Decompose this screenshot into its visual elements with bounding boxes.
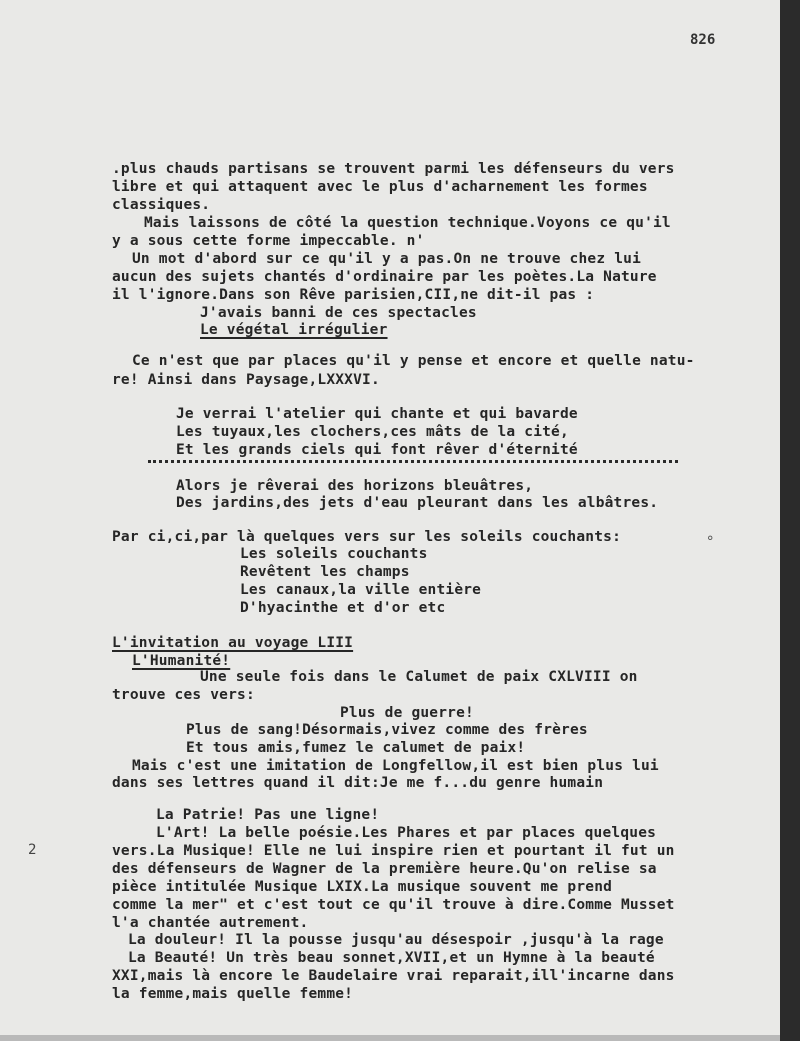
text-line: La Beauté! Un très beau sonnet,XVII,et un Hymne à la beauté — [128, 950, 655, 966]
ellipsis-divider — [148, 460, 678, 463]
text-line: trouve ces vers: — [112, 687, 255, 703]
verse-line: Revêtent les champs — [240, 564, 410, 580]
text-line: re! Ainsi dans Paysage,LXXXVI. — [112, 372, 380, 388]
text-line: libre et qui attaquent avec le plus d'acharnement les formes — [112, 179, 648, 195]
text-line: Mais c'est une imitation de Longfellow,il est bien plus lui — [132, 758, 659, 774]
verse-line: Et tous amis,fumez le calumet de paix! — [186, 740, 526, 756]
text-line: dans ses lettres quand il dit:Je me f...du genre humain — [112, 775, 604, 791]
verse-line: Les canaux,la ville entière — [240, 582, 482, 598]
text-line: pièce intitulée Musique LXIX.La musique souvent me prend — [112, 879, 613, 895]
text-line: Par ci,ci,par là quelques vers sur les soleils couchants: — [112, 529, 621, 545]
verse-line: Je verrai l'atelier qui chante et qui bavarde — [176, 406, 578, 422]
verse-line: Alors je rêverai des horizons bleuâtres, — [176, 478, 534, 494]
verse-line: Les tuyaux,les clochers,ces mâts de la cité, — [176, 424, 569, 440]
text-line: La douleur! Il la pousse jusqu'au désespoir ,jusqu'à la rage — [128, 932, 664, 948]
verse-line: Le végétal irrégulier — [200, 322, 388, 338]
text-line: y a sous cette forme impeccable. n' — [112, 233, 425, 249]
text-line: vers.La Musique! Elle ne lui inspire rien et pourtant il fut un — [112, 843, 675, 859]
text-line: L'Art! La belle poésie.Les Phares et par places quelques — [156, 825, 657, 841]
verse-line: Plus de guerre! — [340, 705, 474, 721]
verse-line: D'hyacinthe et d'or etc — [240, 600, 446, 616]
page-number: 826 — [690, 32, 716, 48]
text-line: la femme,mais quelle femme! — [112, 986, 354, 1002]
verse-line: Des jardins,des jets d'eau pleurant dans les albâtres. — [176, 495, 659, 511]
verse-line: Plus de sang!Désormais,vivez comme des frères — [186, 722, 588, 738]
text-line: Mais laissons de côté la question technique.Voyons ce qu'il — [144, 215, 671, 231]
text-line: aucun des sujets chantés d'ordinaire par les poètes.La Nature — [112, 269, 657, 285]
text-line: des défenseurs de Wagner de la première heure.Qu'on relise sa — [112, 861, 657, 877]
scan-edge — [780, 0, 800, 1041]
text-line: classiques. — [112, 197, 211, 213]
verse-line: Et les grands ciels qui font rêver d'éternité — [176, 442, 578, 458]
verse-line: Les soleils couchants — [240, 546, 428, 562]
text-line: XXI,mais là encore le Baudelaire vrai reparait,ill'incarne dans — [112, 968, 675, 984]
text-line: .plus chauds partisans se trouvent parmi les défenseurs du vers — [112, 161, 675, 177]
section-heading: L'Humanité! — [132, 653, 231, 669]
text-line: Un mot d'abord sur ce qu'il y a pas.On ne trouve chez lui — [132, 251, 641, 267]
text-line: comme la mer" et c'est tout ce qu'il trouve à dire.Comme Musset — [112, 897, 675, 913]
section-heading: L'invitation au voyage LIII — [112, 635, 354, 651]
verse-line: J'avais banni de ces spectacles — [200, 305, 477, 321]
stray-mark: ° — [706, 534, 715, 550]
text-line: La Patrie! Pas une ligne! — [156, 807, 380, 823]
text-line: Une seule fois dans le Calumet de paix CXLVIII on — [200, 669, 638, 685]
text-line: il l'ignore.Dans son Rêve parisien,CII,ne dit-il pas : — [112, 287, 595, 303]
text-line: Ce n'est que par places qu'il y pense et encore et quelle natu- — [132, 353, 695, 369]
text-line: l'a chantée autrement. — [112, 915, 309, 931]
margin-mark: 2 — [28, 842, 37, 858]
